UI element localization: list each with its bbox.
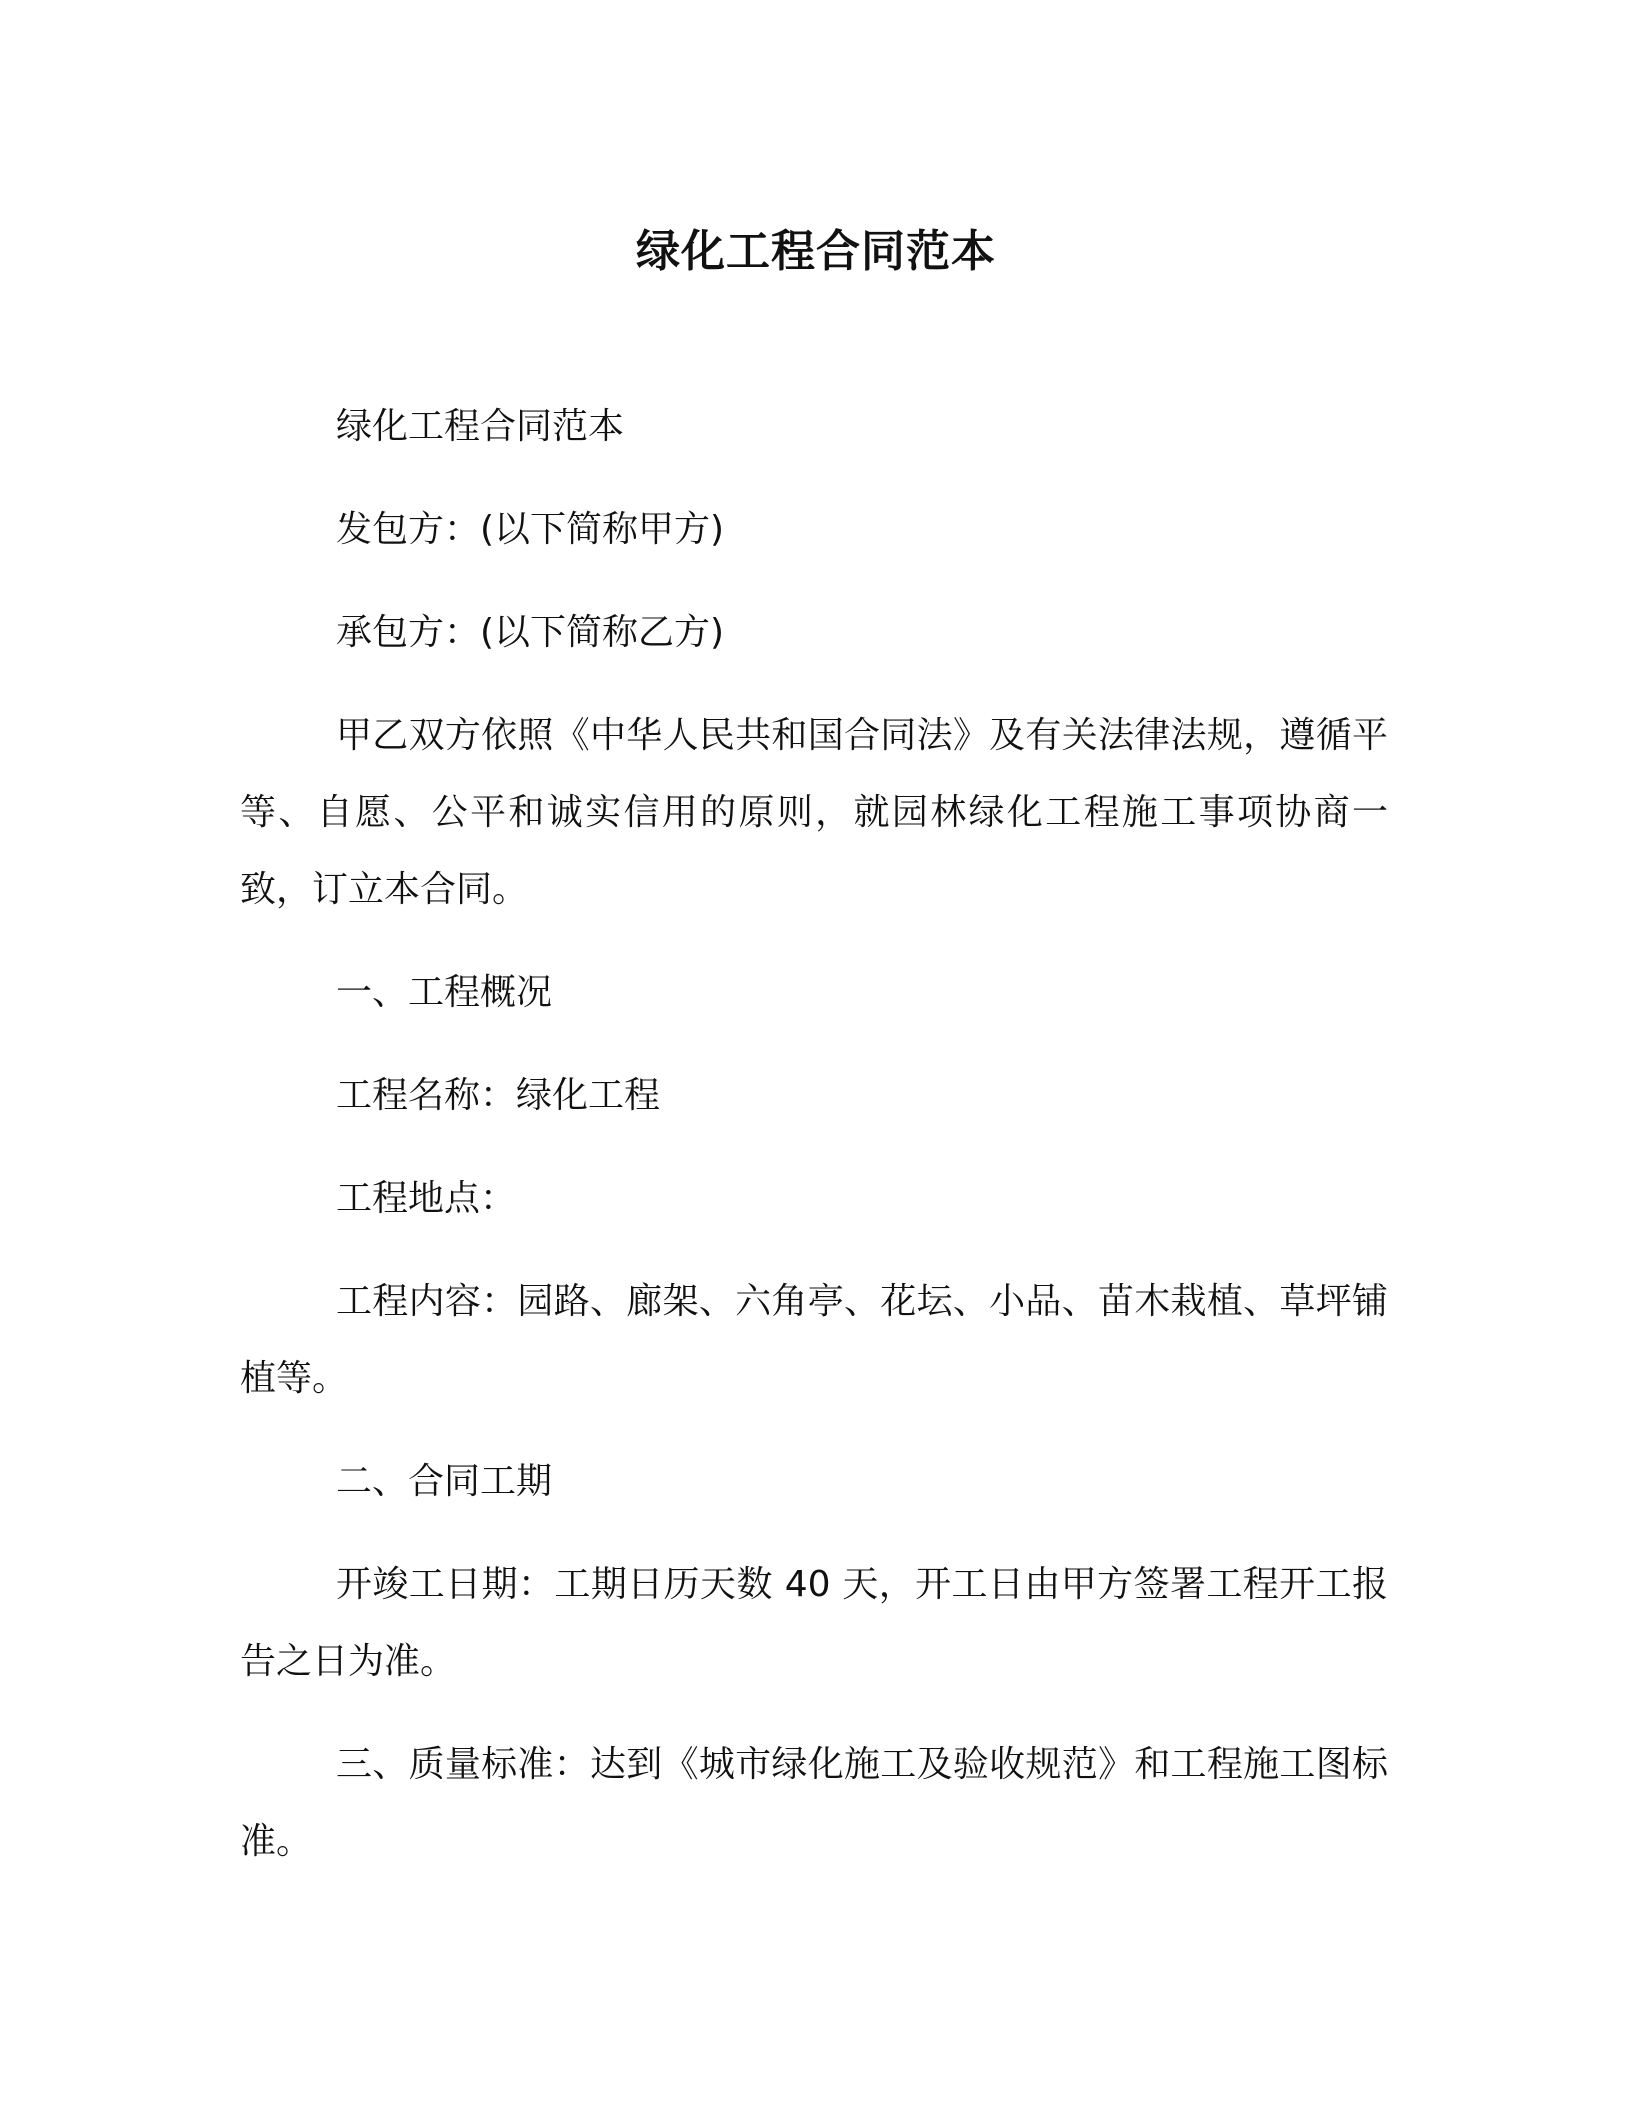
schedule-paragraph: 开竣工日期：工期日历天数 40 天，开工日由甲方签署工程开工报告之日为准。	[240, 1564, 1388, 1682]
section-heading-duration: 二、合同工期	[336, 1461, 553, 1502]
document-title: 绿化工程合同范本	[636, 226, 996, 277]
quality-standard-paragraph: 三、质量标准：达到《城市绿化施工及验收规范》和工程施工图标准。	[240, 1744, 1388, 1862]
section-heading-overview: 一、工程概况	[336, 972, 553, 1013]
project-location-line: 工程地点：	[336, 1178, 517, 1219]
contractor-issuer-line: 发包方：(以下简称甲方)	[336, 509, 725, 550]
project-content-paragraph: 工程内容：园路、廊架、六角亭、花坛、小品、苗木栽植、草坪铺植等。	[240, 1281, 1388, 1399]
document-body	[240, 388, 1388, 1906]
contractor-receiver-line: 承包方：(以下简称乙方)	[336, 612, 725, 653]
project-name-line: 工程名称：绿化工程	[336, 1075, 661, 1116]
preamble-paragraph: 甲乙双方依照《中华人民共和国合同法》及有关法律法规，遵循平等、自愿、公平和诚实信用的原则，就园林绿化工程施工事项协商一致，订立本合同。	[240, 715, 1388, 910]
subtitle-paragraph: 绿化工程合同范本	[336, 406, 625, 447]
